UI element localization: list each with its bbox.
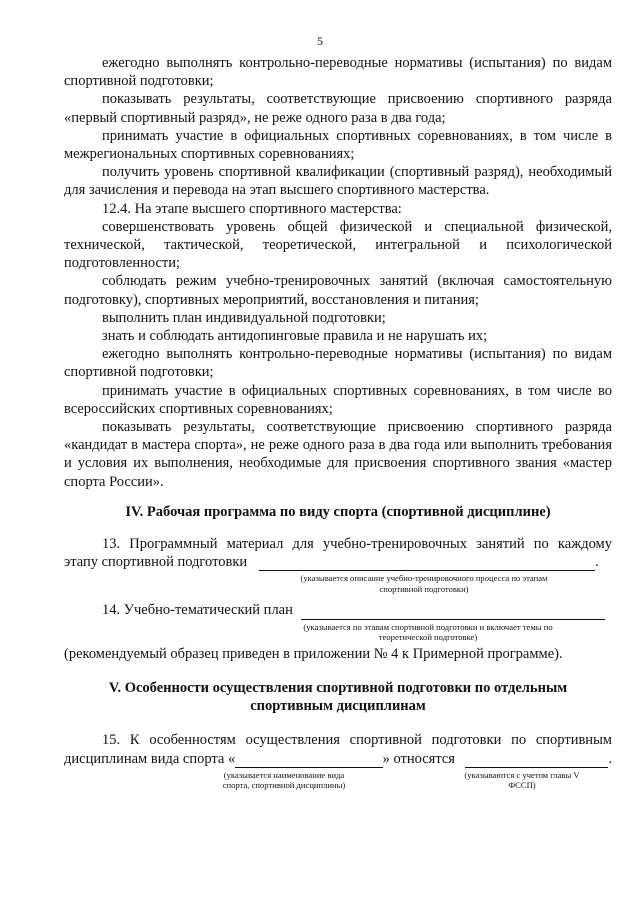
- p14-note: (указывается по этапам спортивной подготовки и включает темы по теоретической подготовке): [303, 621, 553, 643]
- p15-line2: [64, 750, 612, 768]
- section-4-heading: IV. Рабочая программа по виду спорта (спортивной дисциплине): [125, 503, 551, 520]
- p14-label: 14. Учебно-тематический план: [102, 602, 293, 619]
- p15-line1: 15. К особенностям осуществления спортивной подготовки по спортивным: [102, 732, 612, 749]
- paragraph: показывать результаты, соответствующие присвоению спортивного разряда «первый спортивный разряд», не реже одного раза в два года;: [64, 91, 612, 126]
- paragraph: ежегодно выполнять контрольно-переводные нормативы (испытания) по видам спортивной подготовки;: [64, 55, 612, 90]
- p14-blank-line: [301, 606, 605, 620]
- p15-note-features: (указываются с учетом главы V ФССП): [464, 769, 580, 791]
- paragraph: знать и соблюдать антидопинговые правила и не нарушать их;: [102, 328, 488, 345]
- paragraph: соблюдать режим учебно-тренировочных занятий (включая самостоятельную подготовку), спортивных мероприятий, восстановления и питания;: [64, 273, 612, 308]
- paragraph: получить уровень спортивной квалификации (спортивный разряд), необходимый для зачисления и перевода на этап высшего спортивного мастерства.: [64, 164, 612, 199]
- p14-after: (рекомендуемый образец приведен в приложении № 4 к Примерной программе).: [64, 645, 563, 662]
- paragraph: 12.4. На этапе высшего спортивного мастерства:: [102, 200, 402, 217]
- page-number: 5: [317, 34, 323, 48]
- p13-line2: [64, 553, 612, 571]
- paragraph: выполнить план индивидуальной подготовки;: [102, 309, 386, 326]
- p15-part-a: дисциплинам вида спорта «: [64, 750, 236, 767]
- p13-blank-line: [259, 557, 595, 571]
- p13-end: .: [595, 554, 599, 571]
- p15-blank-sport: [235, 754, 382, 768]
- p13-note: (указывается описание учебно-тренировочного процесса по этапам спортивной подготовки): [300, 573, 548, 594]
- p15-part-b: » относятся: [382, 750, 455, 767]
- p13-line1: 13. Программный материал для учебно-тренировочных занятий по каждому: [102, 536, 612, 553]
- document-body: [64, 54, 612, 814]
- paragraph: принимать участие в официальных спортивных соревнованиях, в том числе в межрегиональных спортивных соревнованиях;: [64, 127, 612, 163]
- section-5-heading: V. Особенности осуществления спортивной подготовки по отдельным спортивным дисциплинам: [108, 679, 568, 715]
- p13-label: этапу спортивной подготовки: [64, 554, 248, 571]
- paragraph: показывать результаты, соответствующие присвоению спортивного разряда «кандидат в мастера спорта», не реже одного раза в два года или выполнить требования и условия их выполнения, необходимые для присвоения спортивного звания «мастер спорта России».: [64, 419, 612, 490]
- paragraphs-section-3: [64, 54, 612, 491]
- paragraph: принимать участие в официальных спортивных соревнованиях, в том числе во всероссийских спортивных соревнованиях;: [64, 382, 612, 417]
- p15-end: .: [608, 750, 612, 767]
- paragraph: совершенствовать уровень общей физической и специальной физической, технической, тактической, теоретической, интегральной и психологической подготовленности;: [64, 218, 612, 272]
- p15-blank-features: [465, 754, 608, 768]
- p14-line: [64, 601, 612, 619]
- p15-notes: [64, 768, 612, 814]
- paragraph: ежегодно выполнять контрольно-переводные нормативы (испытания) по видам спортивной подготовки;: [64, 346, 612, 381]
- p15-note-sport: (указывается наименование вида спорта, спортивной дисциплины): [222, 769, 346, 791]
